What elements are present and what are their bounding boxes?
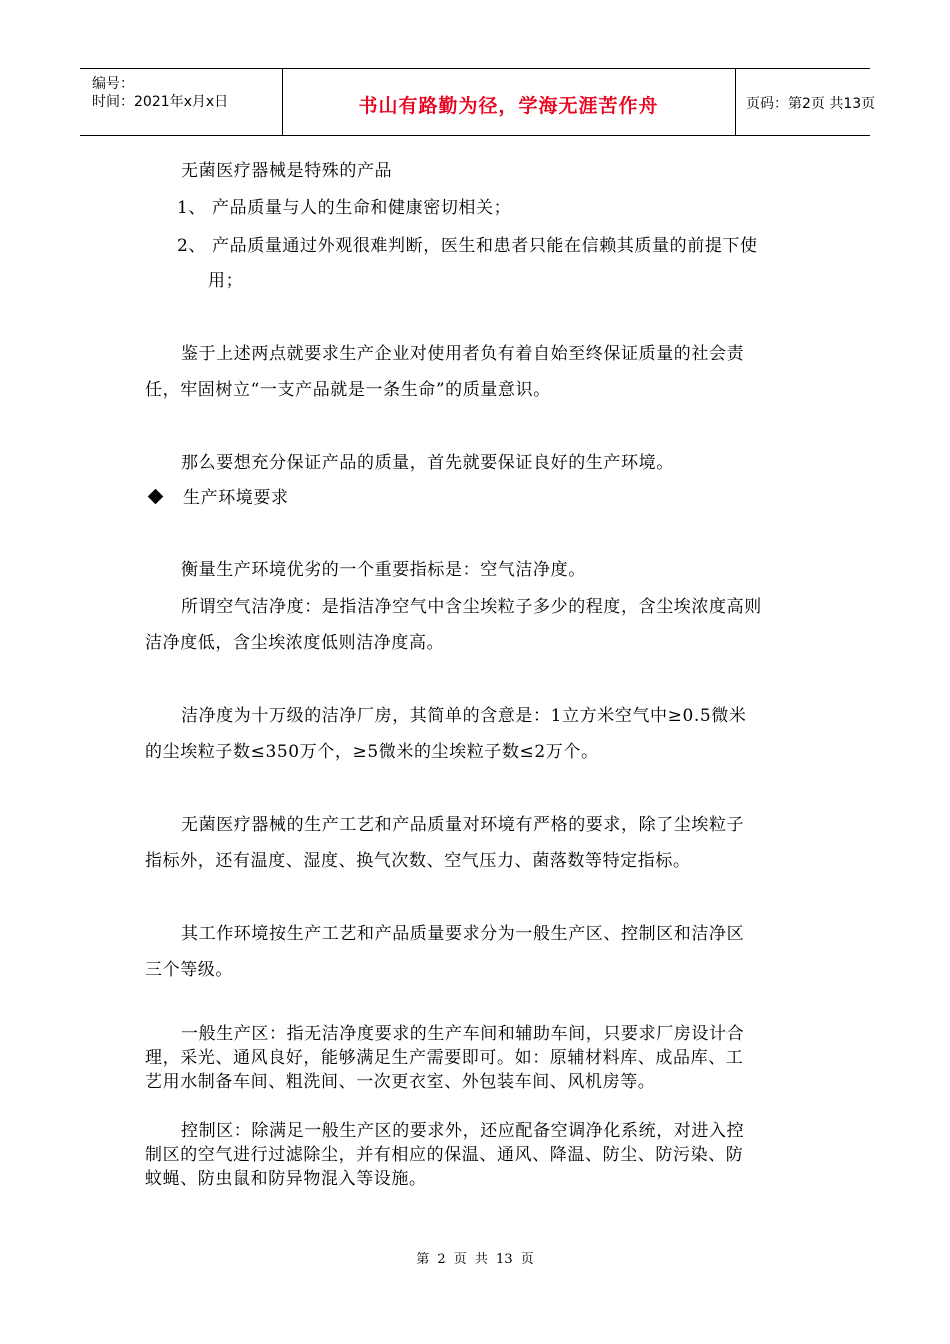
paragraph-8-line3: 艺用水制备车间、粗洗间、一次更衣室、外包装车间、风机房等。	[145, 1072, 656, 1092]
time-label: 时间：2021年x月x日	[92, 94, 229, 110]
paragraph-5-line2: 的尘埃粒子数≤350万个，≥5微米的尘埃粒子数≤2万个。	[145, 742, 599, 762]
number-label: 编号：	[92, 76, 134, 92]
diamond-bullet-icon	[148, 489, 164, 505]
paragraph-9-line1: 控制区：除满足一般生产区的要求外，还应配备空调净化系统，对进入控	[181, 1121, 745, 1141]
paragraph-2: 那么要想充分保证产品的质量，首先就要保证良好的生产环境。	[181, 453, 674, 473]
paragraph-8-line2: 理，采光、通风良好，能够满足生产需要即可。如：原辅材料库、成品库、工	[145, 1048, 744, 1068]
page-header	[80, 68, 876, 136]
header-meta	[80, 69, 283, 135]
paragraph-4-line1: 所谓空气洁净度：是指洁净空气中含尘埃粒子多少的程度，含尘埃浓度高则	[181, 597, 762, 617]
paragraph-5-line1: 洁净度为十万级的洁净厂房，其简单的含意是：1立方米空气中≥0.5微米	[181, 706, 747, 726]
paragraph-9-line3: 蚊蝇、防虫鼠和防异物混入等设施。	[145, 1169, 427, 1189]
paragraph-7-line2: 三个等级。	[145, 960, 233, 980]
intro-text: 无菌医疗器械是特殊的产品	[181, 161, 393, 181]
paragraph-3: 衡量生产环境优劣的一个重要指标是：空气洁净度。	[181, 560, 586, 580]
paragraph-6-line1: 无菌医疗器械的生产工艺和产品质量对环境有严格的要求，除了尘埃粒子	[181, 815, 745, 835]
list-item-1: 1、 产品质量与人的生命和健康密切相关；	[177, 198, 512, 218]
header-motto-cell	[282, 69, 736, 135]
motto: 书山有路勤为径，学海无涯苦作舟	[358, 95, 659, 117]
page-footer: 第 2 页 共 13 页	[416, 1252, 534, 1267]
list-item-2-line2: 用；	[208, 271, 244, 291]
paragraph-7-line1: 其工作环境按生产工艺和产品质量要求分为一般生产区、控制区和洁净区	[181, 924, 745, 944]
list-item-2-line1: 2、 产品质量通过外观很难判断，医生和患者只能在信赖其质量的前提下使	[177, 236, 758, 256]
paragraph-9-line2: 制区的空气进行过滤除尘，并有相应的保温、通风、降温、防尘、防污染、防	[145, 1145, 744, 1165]
paragraph-4-line2: 洁净度低，含尘埃浓度低则洁净度高。	[145, 633, 445, 653]
page-info: 页码：第2页 共13页	[746, 96, 876, 112]
paragraph-6-line2: 指标外，还有温度、湿度、换气次数、空气压力、菌落数等特定指标。	[145, 851, 691, 871]
paragraph-1-line1: 鉴于上述两点就要求生产企业对使用者负有着自始至终保证质量的社会责	[181, 344, 745, 364]
section-heading	[150, 488, 289, 508]
paragraph-1-line2: 任，牢固树立“一支产品就是一条生命”的质量意识。	[145, 380, 551, 400]
header-page-cell	[736, 69, 876, 135]
paragraph-8-line1: 一般生产区：指无洁净度要求的生产车间和辅助车间，只要求厂房设计合	[181, 1024, 745, 1044]
section-title: 生产环境要求	[183, 488, 289, 508]
